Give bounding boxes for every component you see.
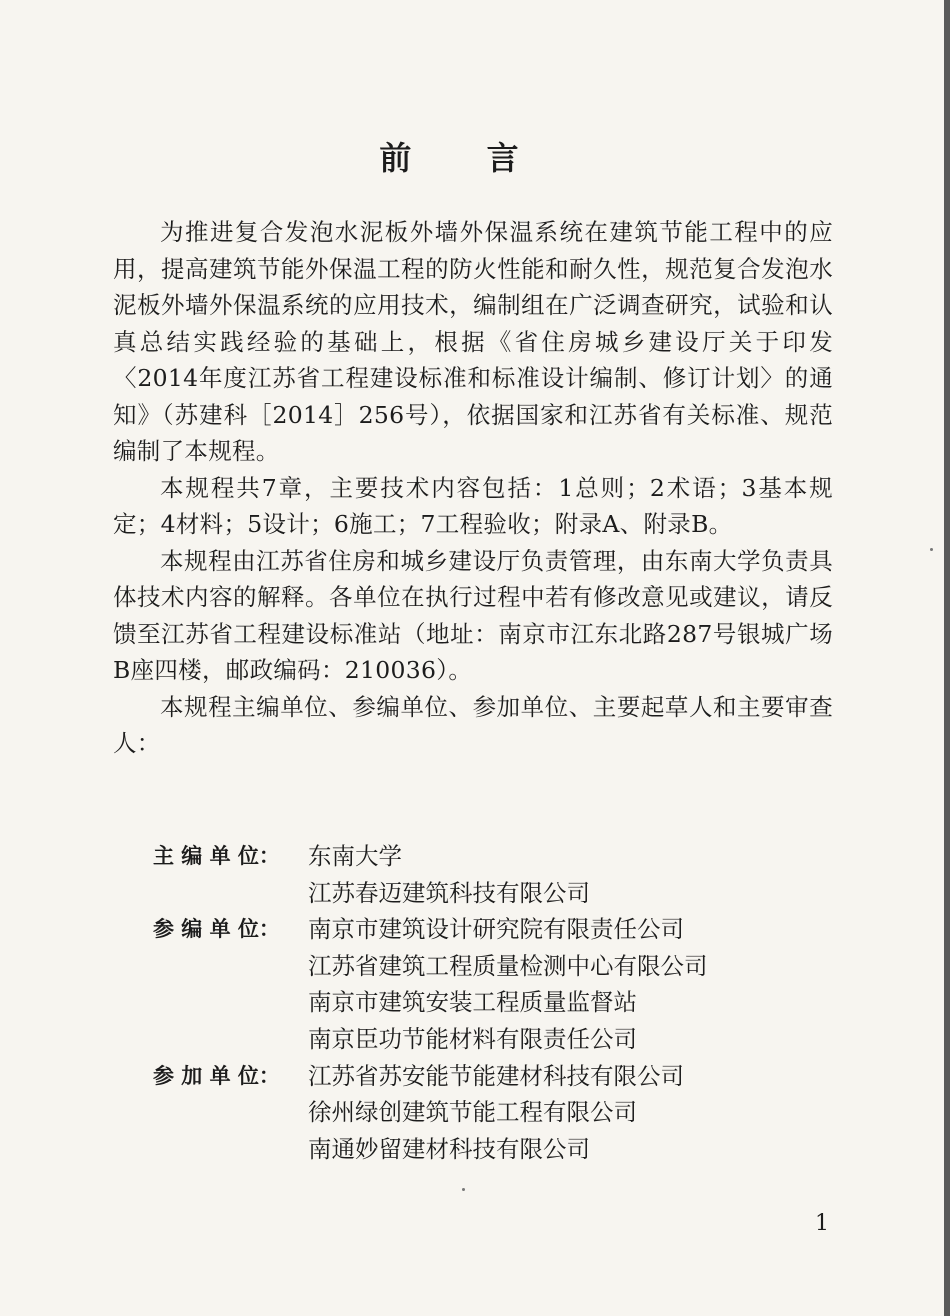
paragraph: 本规程共7章，主要技术内容包括：1总则；2术语；3基本规定；4材料；5设计；6施工；7工程验收；附录A、附录B。 <box>113 473 833 538</box>
unit-item: 江苏春迈建筑科技有限公司 <box>308 878 590 907</box>
scan-speck <box>462 1188 465 1191</box>
unit-items <box>308 1058 833 1168</box>
unit-label: 参 编 单 位： <box>153 917 280 942</box>
page-edge <box>944 0 950 1316</box>
unit-item: 南京市建筑安装工程质量监督站 <box>308 988 637 1017</box>
unit-items <box>308 911 833 1057</box>
unit-item: 东南大学 <box>308 842 402 870</box>
units-list <box>153 838 833 1167</box>
unit-group-participant <box>153 1058 833 1168</box>
page-title: 前 言 <box>379 139 551 177</box>
unit-label: 主 编 单 位： <box>153 844 280 868</box>
unit-item: 江苏省苏安能节能建材科技有限公司 <box>308 1061 684 1090</box>
unit-label: 参 加 单 位： <box>153 1063 280 1088</box>
unit-group-co-editor <box>153 911 833 1057</box>
paragraph: 本规程由江苏省住房和城乡建设厅负责管理，由东南大学负责具体技术内容的解释。各单位在执行过程中若有修改意见或建议，请反馈至江苏省工程建设标准站（地址：南京市江东北路287号银城广场B座四楼，邮政编码：210036）。 <box>113 546 833 684</box>
preface-body <box>113 214 833 762</box>
unit-group-chief-editor <box>153 838 833 911</box>
page-number: 1 <box>815 1211 829 1236</box>
paragraph: 为推进复合发泡水泥板外墙外保温系统在建筑节能工程中的应用，提高建筑节能外保温工程的防火性能和耐久性，规范复合发泡水泥板外墙外保温系统的应用技术，编制组在广泛调查研究，试验和认真总结实践经验的基础上，根据《省住房城乡建设厅关于印发〈2014年度江苏省工程建设标准和标准设计编制、修订计划〉的通知》（苏建科［2014］256号），依据国家和江苏省有关标准、规范编制了本规程。 <box>113 218 833 465</box>
paragraph: 本规程主编单位、参编单位、参加单位、主要起草人和主要审查人： <box>113 692 833 757</box>
unit-item: 徐州绿创建筑节能工程有限公司 <box>308 1098 637 1127</box>
unit-item: 南京市建筑设计研究院有限责任公司 <box>308 915 684 944</box>
unit-item: 南通妙留建材科技有限公司 <box>308 1134 590 1163</box>
unit-item: 南京臣功节能材料有限责任公司 <box>308 1024 637 1053</box>
unit-items <box>308 838 833 911</box>
scan-speck <box>930 548 933 551</box>
unit-item: 江苏省建筑工程质量检测中心有限公司 <box>308 951 708 980</box>
